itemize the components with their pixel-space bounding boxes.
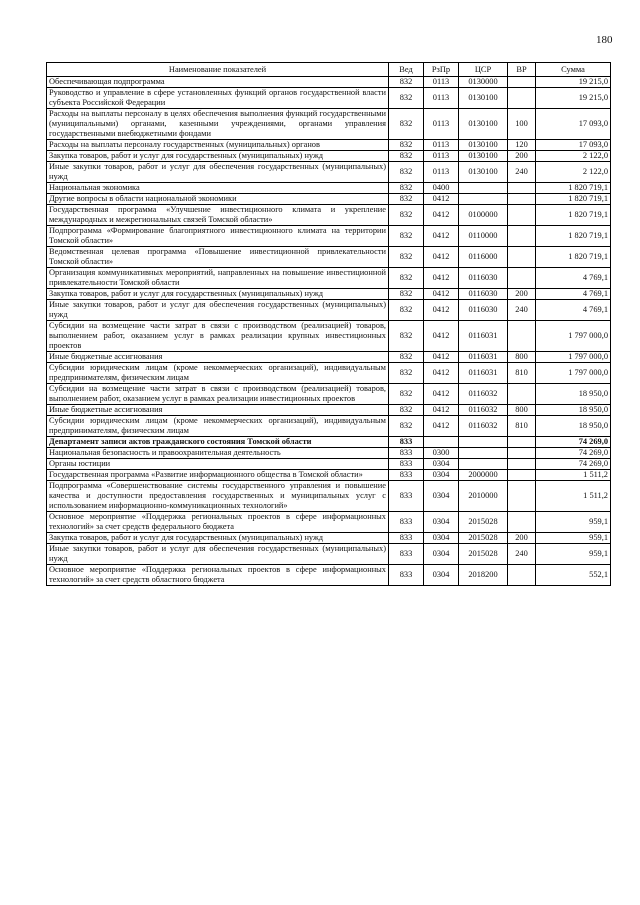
cell-rzpr: 0113	[424, 162, 459, 183]
cell-vr: 800	[508, 352, 536, 363]
cell-vr: 200	[508, 289, 536, 300]
cell-name: Закупка товаров, работ и услуг для государственных (муниципальных) нужд	[47, 289, 389, 300]
cell-csr: 2018200	[459, 565, 508, 586]
cell-sum: 1 797 000,0	[536, 363, 611, 384]
table-row	[47, 300, 611, 321]
table-row	[47, 416, 611, 437]
cell-rzpr: 0412	[424, 352, 459, 363]
cell-rzpr: 0400	[424, 183, 459, 194]
cell-ved: 832	[389, 352, 424, 363]
cell-csr: 0116032	[459, 384, 508, 405]
cell-sum: 17 093,0	[536, 109, 611, 140]
cell-csr: 0116000	[459, 247, 508, 268]
cell-ved: 833	[389, 544, 424, 565]
cell-ved: 832	[389, 268, 424, 289]
cell-rzpr: 0412	[424, 363, 459, 384]
cell-ved: 832	[389, 151, 424, 162]
cell-sum: 1 797 000,0	[536, 321, 611, 352]
cell-csr: 0130100	[459, 162, 508, 183]
cell-csr	[459, 183, 508, 194]
cell-rzpr: 0412	[424, 205, 459, 226]
cell-vr	[508, 321, 536, 352]
cell-sum: 17 093,0	[536, 140, 611, 151]
cell-name: Субсидии на возмещение части затрат в связи с производством (реализацией) товаров, выполнением работ, оказанием услуг в рамках реализации крупных инвестиционных проектов	[47, 321, 389, 352]
cell-sum: 959,1	[536, 533, 611, 544]
cell-rzpr: 0304	[424, 481, 459, 512]
cell-rzpr: 0304	[424, 470, 459, 481]
cell-csr: 2000000	[459, 470, 508, 481]
cell-ved: 832	[389, 77, 424, 88]
cell-csr	[459, 459, 508, 470]
cell-name: Основное мероприятие «Поддержка региональных проектов в сфере информационных технологий» за счет средств федерального бюджета	[47, 512, 389, 533]
table-row	[47, 405, 611, 416]
table-row	[47, 151, 611, 162]
cell-name: Подпрограмма «Совершенствование системы государственного управления и повышение качества и доступности предоставления государственных и муниципальных услуг с использованием информационно-коммуникационных технологий»	[47, 481, 389, 512]
cell-csr	[459, 194, 508, 205]
cell-name: Закупка товаров, работ и услуг для государственных (муниципальных) нужд	[47, 533, 389, 544]
table-row	[47, 109, 611, 140]
table-row	[47, 437, 611, 448]
cell-ved: 833	[389, 533, 424, 544]
cell-sum: 18 950,0	[536, 416, 611, 437]
table-row	[47, 321, 611, 352]
cell-name: Субсидии юридическим лицам (кроме некоммерческих организаций), индивидуальным предпринимателям, физическим лицам	[47, 363, 389, 384]
cell-vr	[508, 437, 536, 448]
table-row	[47, 226, 611, 247]
cell-csr: 0116031	[459, 363, 508, 384]
cell-sum: 2 122,0	[536, 162, 611, 183]
cell-csr: 0130100	[459, 151, 508, 162]
cell-ved: 833	[389, 481, 424, 512]
cell-sum: 2 122,0	[536, 151, 611, 162]
cell-name: Национальная безопасность и правоохранительная деятельность	[47, 448, 389, 459]
header-name: Наименование показателей	[47, 63, 389, 77]
cell-csr: 0130100	[459, 140, 508, 151]
cell-csr: 0116031	[459, 321, 508, 352]
cell-vr	[508, 512, 536, 533]
cell-ved: 832	[389, 247, 424, 268]
cell-sum: 1 820 719,1	[536, 194, 611, 205]
cell-csr	[459, 448, 508, 459]
cell-rzpr: 0304	[424, 459, 459, 470]
table-row	[47, 140, 611, 151]
cell-vr: 810	[508, 416, 536, 437]
cell-rzpr: 0113	[424, 140, 459, 151]
cell-name: Иные закупки товаров, работ и услуг для обеспечения государственных (муниципальных) нужд	[47, 162, 389, 183]
cell-rzpr: 0412	[424, 268, 459, 289]
cell-ved: 833	[389, 565, 424, 586]
cell-sum: 19 215,0	[536, 88, 611, 109]
cell-name: Руководство и управление в сфере установленных функций органов государственной власти субъекта Российской Федерации	[47, 88, 389, 109]
cell-sum: 74 269,0	[536, 448, 611, 459]
cell-ved: 832	[389, 321, 424, 352]
cell-vr: 240	[508, 300, 536, 321]
table-row	[47, 268, 611, 289]
table-row	[47, 448, 611, 459]
cell-csr: 0130100	[459, 88, 508, 109]
cell-name: Организация коммуникативных мероприятий, направленных на повышение инвестиционной привлекательности Томской области	[47, 268, 389, 289]
cell-sum: 4 769,1	[536, 268, 611, 289]
table-row	[47, 533, 611, 544]
cell-name: Основное мероприятие «Поддержка региональных проектов в сфере информационных технологий» за счет средств областного бюджета	[47, 565, 389, 586]
table-body	[47, 77, 611, 586]
cell-vr: 200	[508, 151, 536, 162]
cell-sum: 959,1	[536, 544, 611, 565]
cell-sum: 1 820 719,1	[536, 205, 611, 226]
cell-vr: 810	[508, 363, 536, 384]
cell-rzpr: 0300	[424, 448, 459, 459]
cell-rzpr: 0412	[424, 384, 459, 405]
cell-vr	[508, 268, 536, 289]
header-vr: ВР	[508, 63, 536, 77]
cell-vr: 800	[508, 405, 536, 416]
cell-ved: 833	[389, 459, 424, 470]
table-row	[47, 363, 611, 384]
cell-sum: 959,1	[536, 512, 611, 533]
cell-rzpr: 0412	[424, 405, 459, 416]
table-row	[47, 194, 611, 205]
table-row	[47, 162, 611, 183]
cell-sum: 19 215,0	[536, 77, 611, 88]
cell-csr: 2015028	[459, 533, 508, 544]
cell-ved: 832	[389, 363, 424, 384]
cell-name: Департамент записи актов гражданского состояния Томской области	[47, 437, 389, 448]
cell-vr: 100	[508, 109, 536, 140]
cell-vr	[508, 470, 536, 481]
table-row	[47, 247, 611, 268]
cell-sum: 74 269,0	[536, 459, 611, 470]
cell-csr: 0116031	[459, 352, 508, 363]
cell-name: Закупка товаров, работ и услуг для государственных (муниципальных) нужд	[47, 151, 389, 162]
cell-rzpr: 0113	[424, 77, 459, 88]
cell-rzpr: 0412	[424, 321, 459, 352]
cell-sum: 4 769,1	[536, 289, 611, 300]
cell-csr: 0110000	[459, 226, 508, 247]
cell-csr: 2010000	[459, 481, 508, 512]
cell-ved: 833	[389, 470, 424, 481]
cell-ved: 832	[389, 405, 424, 416]
cell-vr	[508, 481, 536, 512]
cell-name: Субсидии на возмещение части затрат в связи с производством (реализацией) товаров, выполнением работ, оказанием услуг в рамках реализации инвестиционных проектов	[47, 384, 389, 405]
header-sum: Сумма	[536, 63, 611, 77]
cell-sum: 1 820 719,1	[536, 247, 611, 268]
cell-name: Государственная программа «Улучшение инвестиционного климата и укрепление международных и межрегиональных связей Томской области»	[47, 205, 389, 226]
cell-csr: 0116030	[459, 289, 508, 300]
table-row	[47, 481, 611, 512]
cell-sum: 4 769,1	[536, 300, 611, 321]
cell-vr	[508, 226, 536, 247]
cell-ved: 832	[389, 109, 424, 140]
cell-rzpr: 0304	[424, 544, 459, 565]
cell-name: Иные бюджетные ассигнования	[47, 352, 389, 363]
table-header-row	[47, 63, 611, 77]
cell-vr	[508, 247, 536, 268]
cell-name: Государственная программа «Развитие информационного общества в Томской области»	[47, 470, 389, 481]
cell-rzpr: 0412	[424, 194, 459, 205]
cell-csr: 0130000	[459, 77, 508, 88]
table-row	[47, 352, 611, 363]
cell-ved: 832	[389, 226, 424, 247]
cell-rzpr: 0412	[424, 226, 459, 247]
cell-rzpr: 0304	[424, 565, 459, 586]
table-row	[47, 384, 611, 405]
header-csr: ЦСР	[459, 63, 508, 77]
cell-rzpr: 0113	[424, 109, 459, 140]
cell-sum: 18 950,0	[536, 384, 611, 405]
cell-rzpr: 0304	[424, 533, 459, 544]
cell-vr: 240	[508, 162, 536, 183]
cell-ved: 832	[389, 300, 424, 321]
cell-vr	[508, 448, 536, 459]
cell-sum: 1 511,2	[536, 481, 611, 512]
cell-rzpr: 0113	[424, 151, 459, 162]
cell-ved: 832	[389, 289, 424, 300]
cell-rzpr: 0113	[424, 88, 459, 109]
page-number: 180	[596, 34, 613, 46]
table-row	[47, 470, 611, 481]
cell-rzpr	[424, 437, 459, 448]
cell-rzpr: 0412	[424, 247, 459, 268]
cell-sum: 74 269,0	[536, 437, 611, 448]
cell-csr	[459, 437, 508, 448]
cell-sum: 1 797 000,0	[536, 352, 611, 363]
cell-csr: 0116032	[459, 405, 508, 416]
cell-ved: 833	[389, 512, 424, 533]
cell-name: Другие вопросы в области национальной экономики	[47, 194, 389, 205]
cell-sum: 1 820 719,1	[536, 183, 611, 194]
cell-vr	[508, 183, 536, 194]
cell-csr: 0116030	[459, 268, 508, 289]
cell-ved: 832	[389, 205, 424, 226]
cell-csr: 0100000	[459, 205, 508, 226]
cell-rzpr: 0412	[424, 289, 459, 300]
cell-vr	[508, 194, 536, 205]
table-row	[47, 512, 611, 533]
header-rzpr: РзПр	[424, 63, 459, 77]
cell-vr	[508, 77, 536, 88]
cell-name: Ведомственная целевая программа «Повышение инвестиционной привлекательности Томской области»	[47, 247, 389, 268]
cell-rzpr: 0304	[424, 512, 459, 533]
table-row	[47, 77, 611, 88]
cell-name: Иные закупки товаров, работ и услуг для обеспечения государственных (муниципальных) нужд	[47, 300, 389, 321]
cell-vr	[508, 384, 536, 405]
cell-ved: 832	[389, 416, 424, 437]
cell-ved: 832	[389, 140, 424, 151]
cell-name: Субсидии юридическим лицам (кроме некоммерческих организаций), индивидуальным предпринимателям, физическим лицам	[47, 416, 389, 437]
table-row	[47, 544, 611, 565]
cell-name: Органы юстиции	[47, 459, 389, 470]
cell-vr	[508, 88, 536, 109]
cell-vr: 240	[508, 544, 536, 565]
table-row	[47, 205, 611, 226]
cell-csr: 0130100	[459, 109, 508, 140]
cell-vr	[508, 459, 536, 470]
cell-name: Расходы на выплаты персоналу в целях обеспечения выполнения функций государственными (муниципальными) органами, казенными учреждениями, органами управления государственными внебюджетными фондами	[47, 109, 389, 140]
cell-sum: 552,1	[536, 565, 611, 586]
budget-table	[46, 62, 611, 586]
cell-csr: 0116030	[459, 300, 508, 321]
cell-name: Иные закупки товаров, работ и услуг для обеспечения государственных (муниципальных) нужд	[47, 544, 389, 565]
cell-vr	[508, 565, 536, 586]
cell-name: Иные бюджетные ассигнования	[47, 405, 389, 416]
cell-ved: 832	[389, 183, 424, 194]
table-row	[47, 289, 611, 300]
cell-sum: 1 511,2	[536, 470, 611, 481]
cell-name: Национальная экономика	[47, 183, 389, 194]
cell-ved: 833	[389, 437, 424, 448]
cell-name: Расходы на выплаты персоналу государственных (муниципальных) органов	[47, 140, 389, 151]
cell-sum: 1 820 719,1	[536, 226, 611, 247]
table-row	[47, 459, 611, 470]
cell-name: Обеспечивающая подпрограмма	[47, 77, 389, 88]
table-row	[47, 183, 611, 194]
cell-csr: 2015028	[459, 544, 508, 565]
table-row	[47, 565, 611, 586]
cell-ved: 832	[389, 194, 424, 205]
cell-name: Подпрограмма «Формирование благоприятного инвестиционного климата на территории Томской области»	[47, 226, 389, 247]
cell-rzpr: 0412	[424, 416, 459, 437]
cell-ved: 833	[389, 448, 424, 459]
cell-csr: 0116032	[459, 416, 508, 437]
cell-vr: 200	[508, 533, 536, 544]
cell-ved: 832	[389, 162, 424, 183]
cell-rzpr: 0412	[424, 300, 459, 321]
cell-ved: 832	[389, 88, 424, 109]
cell-ved: 832	[389, 384, 424, 405]
cell-sum: 18 950,0	[536, 405, 611, 416]
cell-vr: 120	[508, 140, 536, 151]
table-row	[47, 88, 611, 109]
cell-vr	[508, 205, 536, 226]
cell-csr: 2015028	[459, 512, 508, 533]
header-ved: Вед	[389, 63, 424, 77]
